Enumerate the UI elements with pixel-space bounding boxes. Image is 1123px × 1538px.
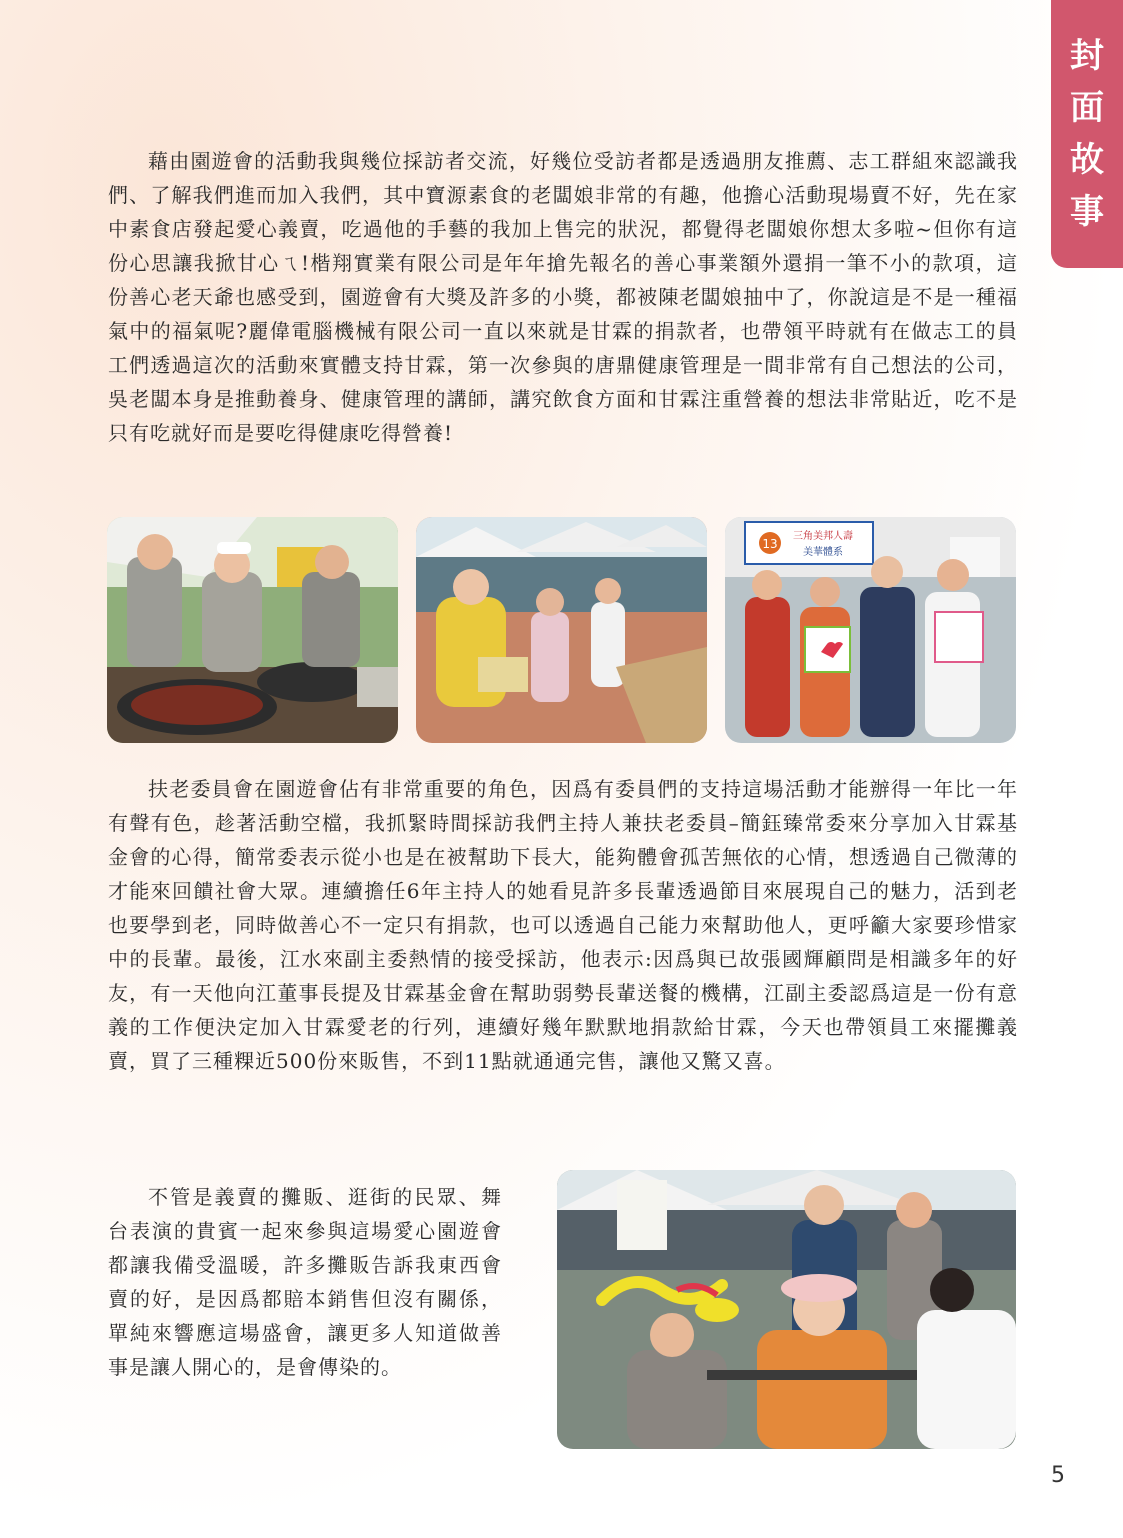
photo-booth-group	[725, 517, 1016, 743]
tab-char: 封	[1070, 36, 1104, 76]
photo-volunteer-with-children	[416, 517, 707, 743]
paragraph-1: 藉由園遊會的活動我與幾位採訪者交流，好幾位受訪者都是透過朋友推薦、志工群組來認識我們、了解我們進而加入我們，其中寶源素食的老闆娘非常的有趣，他擔心活動現場賣不好，先在家中素食店發起愛心義賣，吃過他的手藝的我加上售完的狀況，都覺得老闆娘你想太多啦~但你有這份心思讓我掀甘心ㄟ!楷翔實業有限公司是年年搶先報名的善心事業額外還捐一筆不小的款項，這份善心老天爺也感受到，園遊會有大獎及許多的小獎，都被陳老闆娘抽中了，你說這是不是一種福氣中的福氣呢?麗偉電腦機械有限公司一直以來就是甘霖的捐款者，也帶領平時就有在做志工的員工們透過這次的活動來實體支持甘霖，第一次參與的唐鼎健康管理是一間非常有自己想法的公司，吳老闆本身是推動養身、健康管理的講師，講究飲食方面和甘霖注重營養的想法非常貼近，吃不是只有吃就好而是要吃得健康吃得營養!	[108, 149, 1018, 445]
tab-char: 面	[1070, 88, 1104, 128]
page-number: 5	[1051, 1463, 1065, 1488]
sign-line-2: 美華體系	[803, 547, 843, 558]
photo-elderly-in-wheelchair	[557, 1170, 1016, 1449]
sign-line-1: 三角美邦人壽	[793, 531, 853, 542]
paragraph-3: 不管是義賣的攤販、逛街的民眾、舞台表演的貴賓一起來參與這場愛心園遊會都讓我備受溫暖，許多攤販告訴我東西會賣的好，是因爲都賠本銷售但沒有關係，單純來響應這場盛會，讓更多人知道做善事是讓人開心的，是會傳染的。	[108, 1185, 502, 1379]
tab-char: 故	[1070, 140, 1104, 180]
section-tab-cover-story	[1051, 0, 1123, 268]
tab-char: 事	[1070, 192, 1104, 232]
sign-number: 13	[762, 537, 778, 551]
paragraph-2: 扶老委員會在園遊會佔有非常重要的角色，因爲有委員們的支持這場活動才能辦得一年比一年有聲有色，趁著活動空檔，我抓緊時間採訪我們主持人兼扶老委員–簡鈺臻常委來分享加入甘霖基金會的心得，簡常委表示從小也是在被幫助下長大，能夠體會孤苦無依的心情，想透過自己微薄的才能來回饋社會大眾。連續擔任6年主持人的她看見許多長輩透過節目來展現自己的魅力，活到老也要學到老，同時做善心不一定只有捐款，也可以透過自己能力來幫助他人，更呼籲大家要珍惜家中的長輩。最後，江水來副主委熱情的接受採訪，他表示:因爲與已故張國輝顧問是相識多年的好友，有一天他向江董事長提及甘霖基金會在幫助弱勢長輩送餐的機構，江副主委認爲這是一份有意義的工作便決定加入甘霖愛老的行列，連續好幾年默默地捐款給甘霖，今天也帶領員工來擺攤義賣，買了三種粿近500份來販售，不到11點就通通完售，讓他又驚又喜。	[108, 777, 1018, 1073]
photo-grilling-sausages	[107, 517, 398, 743]
